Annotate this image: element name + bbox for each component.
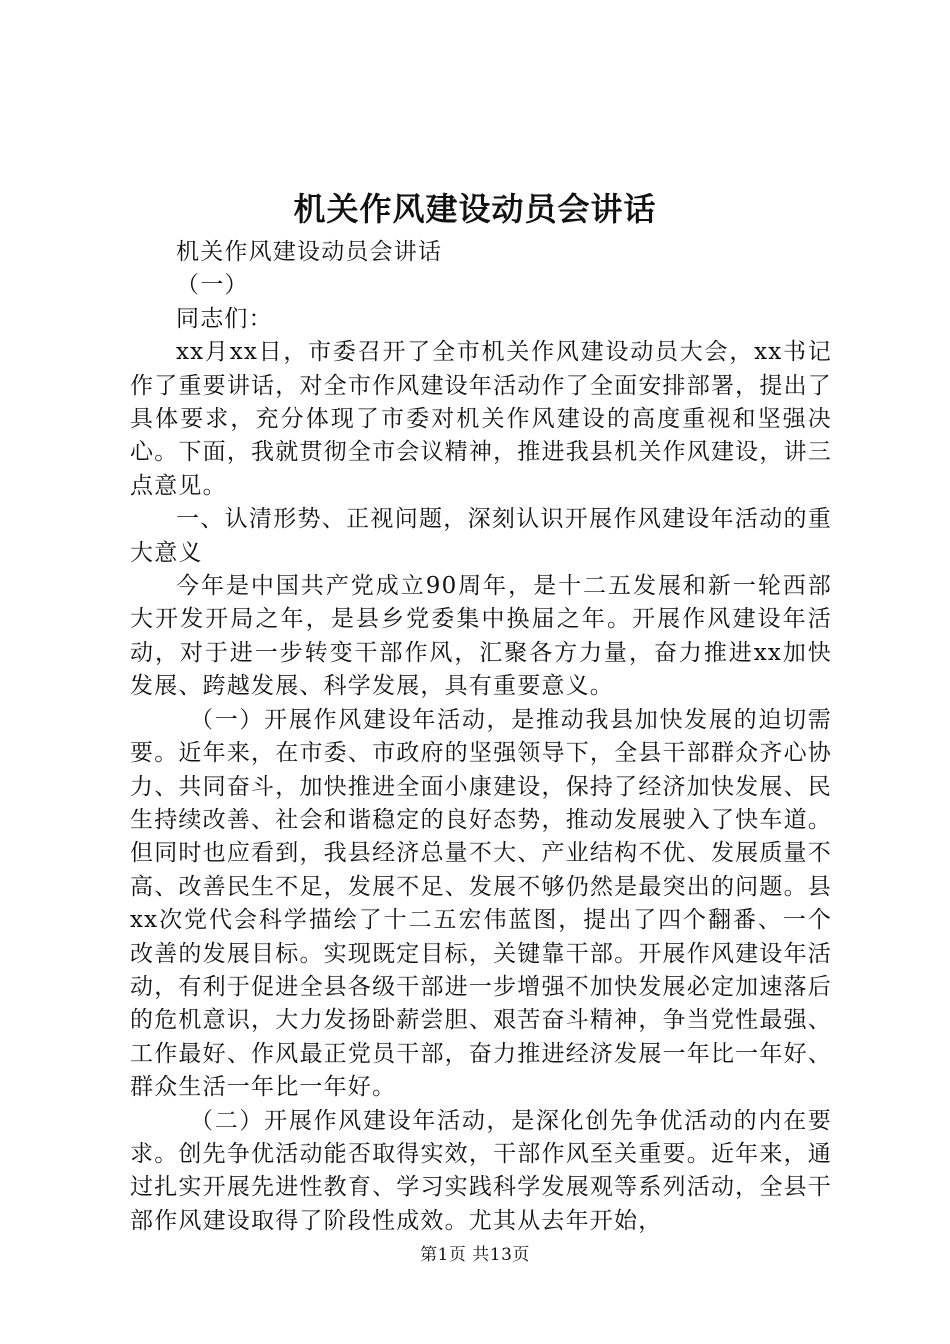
page-number-footer: 第1页 共13页	[420, 1245, 530, 1265]
section-heading: 一、认清形势、正视问题，深刻认识开展作风建设年活动的重大意义	[130, 506, 832, 566]
body-paragraph: 今年是中国共产党成立90周年，是十二五发展和新一轮西部大开发开局之年，是县乡党委集中换届之年。开展作风建设年活动，对于进一步转变干部作风，汇聚各方力量，奋力推进xx加快发展、跨越发展、科学发展，具有重要意义。	[130, 573, 832, 700]
document-body	[130, 236, 832, 1238]
body-paragraph: xx月xx日，市委召开了全市机关作风建设动员大会，xx书记作了重要讲话，对全市作风建设年活动作了全面安排部署，提出了具体要求，充分体现了市委对机关作风建设的高度重视和坚强决心。下面，我就贯彻全市会议精神，推进我县机关作风建设，讲三点意见。	[130, 339, 832, 499]
body-paragraph: （一）开展作风建设年活动，是推动我县加快发展的迫切需要。近年来，在市委、市政府的坚强领导下，全县干部群众齐心协力、共同奋斗，加快推进全面小康建设，保持了经济加快发展、民生持续改善、社会和谐稳定的良好态势，推动发展驶入了快车道。但同时也应看到，我县经济总量不大、产业结构不优、发展质量不高、改善民生不足，发展不足、发展不够仍然是最突出的问题。县xx次党代会科学描绘了十二五宏伟蓝图，提出了四个翻番、一个改善的发展目标。实现既定目标，关键靠干部。开展作风建设年活动，有利于促进全县各级干部进一步增强不加快发展必定加速落后的危机意识，大力发扬卧薪尝胆、艰苦奋斗精神，争当党性最强、工作最好、作风最正党员干部，奋力推进经济发展一年比一年好、群众生活一年比一年好。	[130, 706, 832, 1101]
salutation: 同志们：	[176, 305, 273, 332]
body-paragraph: （二）开展作风建设年活动，是深化创先争优活动的内在要求。创先争优活动能否取得实效，干部作风至关重要。近年来，通过扎实开展先进性教育、学习实践科学发展观等系列活动，全县干部作风建设取得了阶段性成效。尤其从去年开始，	[130, 1107, 832, 1234]
document-title: 机关作风建设动员会讲话	[293, 190, 657, 228]
subtitle-line: 机关作风建设动员会讲话	[176, 239, 443, 265]
section-marker: （一）	[176, 272, 249, 299]
